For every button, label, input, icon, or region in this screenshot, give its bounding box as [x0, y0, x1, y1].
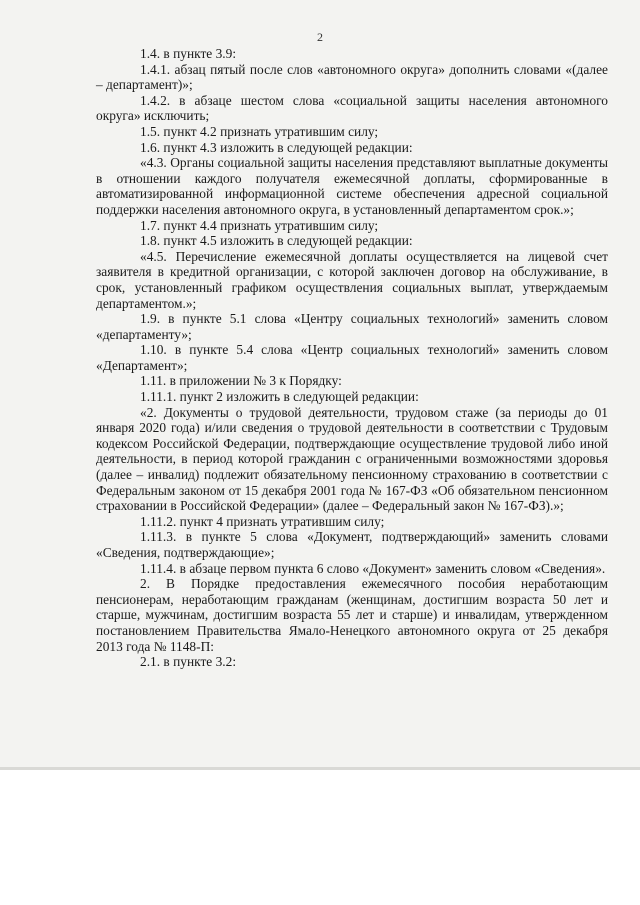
paragraph: 1.5. пункт 4.2 признать утратившим силу; [140, 123, 379, 139]
paragraph: 1.10. в пункте 5.4 слова «Центр социальных технологий» заменить словом «Департамент»; [96, 342, 608, 373]
paragraph: 1.4. в пункте 3.9: [140, 46, 237, 61]
paragraph: 2.1. в пункте 3.2: [140, 654, 237, 670]
paragraph: 1.11.1. пункт 2 изложить в следующей редакции: [140, 389, 419, 405]
paragraph: 1.6. пункт 4.3 изложить в следующей редакции: [140, 139, 413, 155]
paragraph: 1.11.3. в пункте 5 слова «Документ, подтверждающий» заменить словами «Сведения, подтверждающие»; [96, 529, 608, 560]
paragraph: 1.4.1. абзац пятый после слов «автономного округа» дополнить словами «(далее – департамент)»; [96, 61, 608, 93]
paragraph: «4.5. Перечисление ежемесячной доплаты осуществляется на лицевой счет заявителя в кредитной организации, с которой заключен договор на обслуживание, в срок, установленный графиком осуществления социальных выплат, утверждаемым департаментом.»; [96, 248, 608, 311]
paragraph: «2. Документы о трудовой деятельности, трудовом стаже (за периоды до 01 января 2020 года) и/или сведения о трудовой деятельности в соответствии с Трудовым кодексом Российской Федерации, подтверждающие осуществление трудовой либо иной деятельности, в период которой гражданин с ограниченными возможностями здоровья (далее – инвалид) подлежит обязательному пенсионному страхованию в соответствии с Федеральным законом от 15 декабря 2001 года № 167-ФЗ «Об обязательном пенсионном страховании в Российской Федерации» (далее – Федеральный закон № 167-ФЗ).»; [96, 404, 608, 514]
page-number: 2 [317, 30, 323, 44]
paragraph: 2. В Порядке предоставления ежемесячного пособия неработающим пенсионерам, неработающим гражданам (женщинам, достигшим возраста 50 лет и старше, мужчинам, достигшим возраста 55 лет и старше) и инвалидам, утвержденном постановлением Правительства Ямало-Ненецкого автономного округа от 25 декабря 2013 года № 1148-П: [96, 576, 608, 654]
paragraph: 1.11.4. в абзаце первом пункта 6 слово «Документ» заменить словом «Сведения». [140, 560, 606, 576]
paragraph: 1.8. пункт 4.5 изложить в следующей редакции: [140, 233, 413, 249]
paragraph: 1.9. в пункте 5.1 слова «Центру социальных технологий» заменить словом «департаменту»; [96, 311, 608, 342]
paragraph: 1.11. в приложении № 3 к Порядку: [140, 373, 342, 389]
paragraph: 1.4.2. в абзаце шестом слова «социальной защиты населения автономного округа» исключить; [96, 92, 608, 124]
blank-margin [0, 770, 640, 905]
paragraph: «4.3. Органы социальной защиты населения представляют выплатные документы в отношении каждого получателя ежемесячной доплаты, сформированные в автоматизированной информационной системе обеспечения адресной социальной поддержки населения автономного округа, в установленный департаментом срок.»; [96, 155, 608, 217]
document-body [96, 46, 608, 670]
paragraph: 1.11.2. пункт 4 признать утратившим силу; [140, 513, 385, 529]
paragraph: 1.7. пункт 4.4 признать утратившим силу; [140, 217, 379, 233]
